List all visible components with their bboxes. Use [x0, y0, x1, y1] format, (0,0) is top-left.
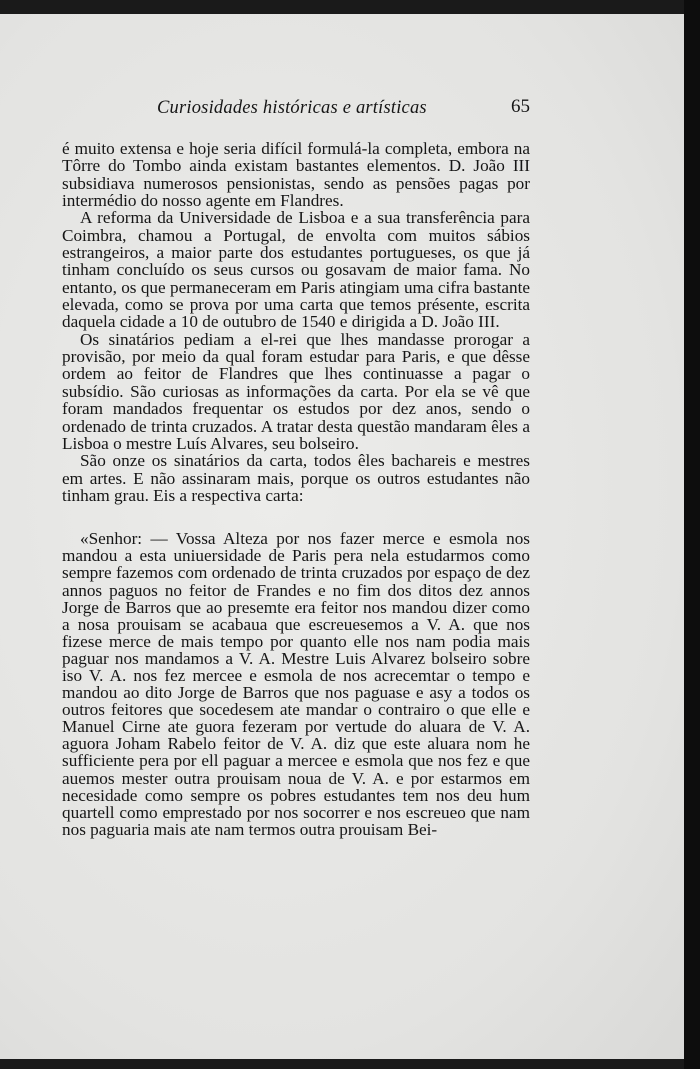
- letter-text: «Senhor: — Vossa Alteza por nos fazer merce e esmola nos mandou a esta uniuersidade de Paris pera nela estudarmos como sempre fazemos com ordenado de trinta cruzados por espaço de dez annos paguos no feitor de Frandes e no fim dos ditos dez annos Jorge de Barros que ao presemte era feitor nos mandou dizer como a nosa prouisam se acabaua que escreuesemos a V. A. que nos fizese merce de mais tempo por quanto elle nos nam podia mais paguar nos mandamos a V. A. Mestre Luis Alvarez bolseiro sobre iso V. A. nos fez mercee e esmola de nos acrecemtar o tempo e mandou ao dito Jorge de Barros que nos paguase e asy a todos os outros feitores que socedesem ate mandar o contrairo o que elle e Manuel Cirne ate guora fezeram por vertude do aluara de V. A. aguora Joham Rabelo feitor de V. A. diz que este aluara nom he sufficiente pera por ell paguar a mercee e esmola que nos fez e que auemos mester outra prouisam noua de V. A. e por estarmos em necesidade como sempre os pobres estudantes tem nos deu hum quartell como emprestado por nos socorrer e nos escreueo que nam nos paguaria mais ate nam termos outra prouisam Bei-: [62, 529, 530, 839]
- scan-border: [684, 0, 700, 1069]
- page-content: [62, 94, 530, 838]
- running-title: Curiosidades históricas e artísticas: [157, 98, 427, 118]
- running-head: [157, 94, 530, 124]
- page-number: 65: [511, 96, 530, 117]
- scanned-page: [0, 14, 684, 1059]
- paragraph-signatories-count: São onze os sinatários da carta, todos êles bachareis e mestres em artes. E não assinaram mais, porque os outros estudantes não tinham grau. Eis a respectiva carta:: [62, 451, 530, 505]
- paragraph-university-reform: A reforma da Universidade de Lisboa e a sua transferência para Coimbra, chamou a Portugal, de envolta com muitos sábios estrangeiros, a maior parte dos estudantes portugueses, os que já tinham concluído os seus cursos ou gosavam de maior fama. No entanto, os que permaneceram em Paris atingiam uma cifra bastante elevada, como se prova por uma carta que temos présente, escrita daquela cidade a 10 de outubro de 1540 e dirigida a D. João III.: [62, 208, 530, 332]
- paragraph-signatories-request: Os sinatários pediam a el-rei que lhes mandasse prorogar a provisão, por meio da qual foram estudar para Paris, e que dêsse ordem ao feitor de Flandres que lhes continuasse a pagar o subsídio. São curiosas as informações da carta. Por ela se vê que foram mandados frequentar os estudos por dez anos, sendo o ordenado de trinta cruzados. A tratar desta questão mandaram êles a Lisboa o mestre Luís Alvares, seu bolseiro.: [62, 329, 530, 453]
- quoted-letter: [62, 530, 530, 838]
- paragraph-continuation: é muito extensa e hoje seria difícil formulá-la completa, embora na Tôrre do Tombo ainda existam bastantes elementos. D. João III subsidiava numerosos pensionistas, sendo as pensões pagas por intermédio do nosso agente em Flandres.: [62, 139, 530, 211]
- body-text: [62, 140, 530, 504]
